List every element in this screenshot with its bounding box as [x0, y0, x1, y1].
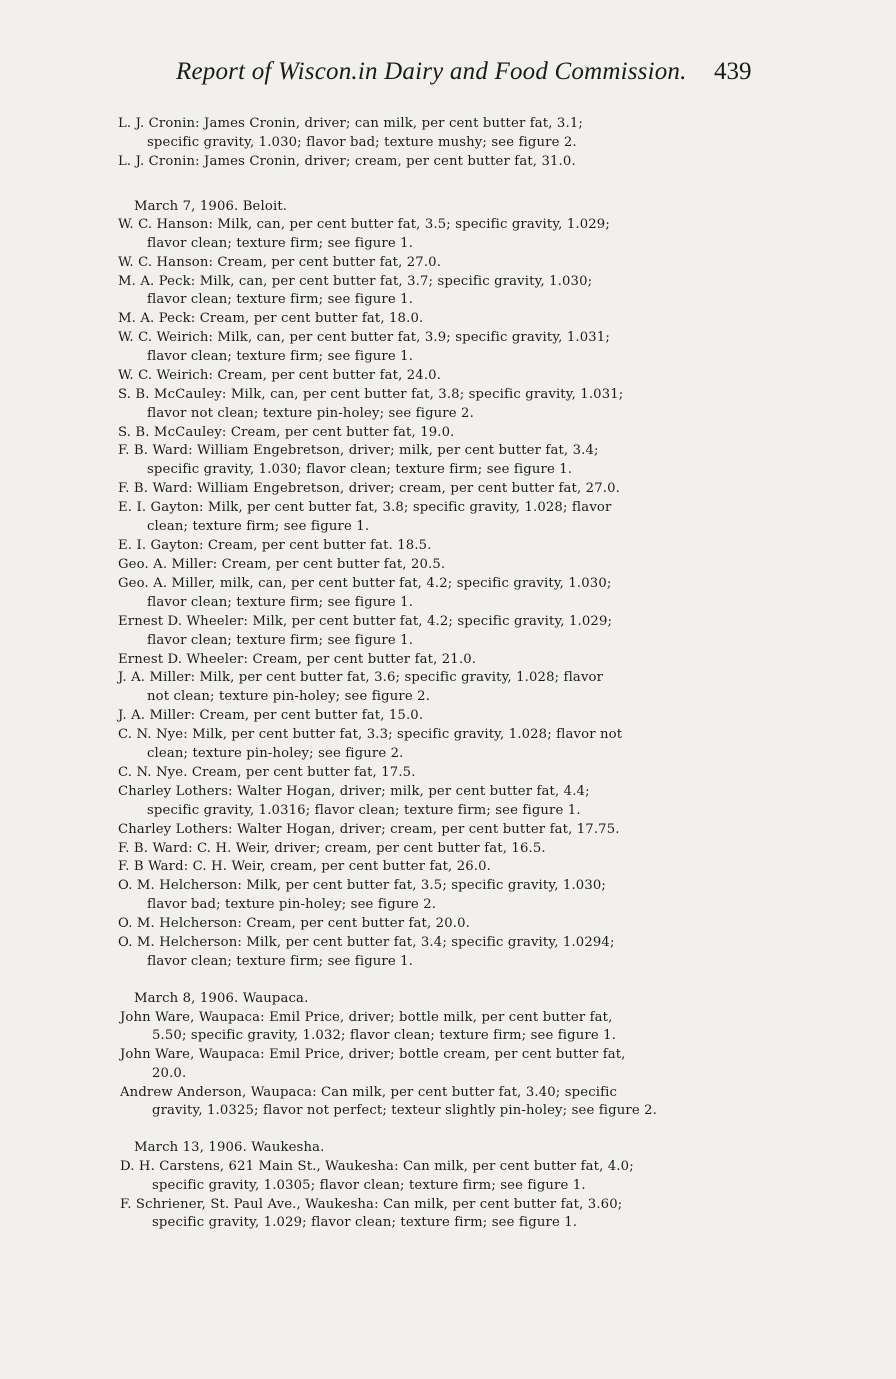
entry-line: O. M. Helcherson: Milk, per cent butter fat, 3.4; specific gravity, 1.0294; — [118, 935, 615, 950]
entry-line: F. B. Ward: William Engebretson, driver; cream, per cent butter fat, 27.0. — [118, 481, 620, 496]
entry-continuation: 20.0. — [152, 1066, 187, 1081]
entry-continuation: clean; texture firm; see figure 1. — [147, 519, 370, 534]
entry-line: F. B Ward: C. H. Weir, cream, per cent butter fat, 26.0. — [118, 859, 492, 874]
entry-line: W. C. Hanson: Cream, per cent butter fat, 27.0. — [118, 255, 442, 270]
entry-line: Charley Lothers: Walter Hogan, driver; cream, per cent butter fat, 17.75. — [118, 822, 620, 837]
entry-line: John Ware, Waupaca: Emil Price, driver; bottle cream, per cent butter fat, — [120, 1047, 626, 1062]
entry-line: Charley Lothers: Walter Hogan, driver; milk, per cent butter fat, 4.4; — [118, 784, 590, 799]
entry-continuation: flavor clean; texture firm; see figure 1. — [147, 292, 414, 307]
entry-line: O. M. Helcherson: Milk, per cent butter fat, 3.5; specific gravity, 1.030; — [118, 878, 606, 893]
entry-line: J. A. Miller: Milk, per cent butter fat, 3.6; specific gravity, 1.028; flavor — [118, 670, 604, 685]
entry-continuation: flavor not clean; texture pin-holey; see figure 2. — [147, 406, 474, 421]
entry-continuation: not clean; texture pin-holey; see figure 2. — [147, 689, 431, 704]
entry-line: Andrew Anderson, Waupaca: Can milk, per cent butter fat, 3.40; specific — [120, 1085, 618, 1100]
entry-continuation: flavor clean; texture firm; see figure 1. — [147, 236, 414, 251]
entry-line: E. I. Gayton: Cream, per cent butter fat. 18.5. — [118, 538, 432, 553]
entry-line: Ernest D. Wheeler: Milk, per cent butter fat, 4.2; specific gravity, 1.029; — [118, 614, 613, 629]
entry-line: C. N. Nye. Cream, per cent butter fat, 17.5. — [118, 765, 416, 780]
entry-continuation: specific gravity, 1.030; flavor clean; texture firm; see figure 1. — [147, 462, 573, 477]
entry-line: W. C. Hanson: Milk, can, per cent butter fat, 3.5; specific gravity, 1.029; — [118, 217, 610, 232]
entry-line: Ernest D. Wheeler: Cream, per cent butter fat, 21.0. — [118, 652, 477, 667]
entry-line: E. I. Gayton: Milk, per cent butter fat, 3.8; specific gravity, 1.028; flavor — [118, 500, 612, 515]
entry-line: F. Schriener, St. Paul Ave., Waukesha: Can milk, per cent butter fat, 3.60; — [120, 1197, 623, 1212]
entry-continuation: clean; texture pin-holey; see figure 2. — [147, 746, 404, 761]
entry-line: S. B. McCauley: Cream, per cent butter fat, 19.0. — [118, 425, 455, 440]
date-heading: March 8, 1906. Waupaca. — [134, 991, 309, 1006]
entry-line: M. A. Peck: Cream, per cent butter fat, 18.0. — [118, 311, 424, 326]
page-number: 439 — [714, 58, 752, 85]
entry-line: O. M. Helcherson: Cream, per cent butter fat, 20.0. — [118, 916, 470, 931]
entry-line: F. B. Ward: William Engebretson, driver; milk, per cent butter fat, 3.4; — [118, 443, 599, 458]
entry-line: S. B. McCauley: Milk, can, per cent butter fat, 3.8; specific gravity, 1.031; — [118, 387, 624, 402]
entry-continuation: flavor clean; texture firm; see figure 1. — [147, 595, 414, 610]
entry-continuation: 5.50; specific gravity, 1.032; flavor clean; texture firm; see figure 1. — [152, 1028, 617, 1043]
entry-continuation: flavor clean; texture firm; see figure 1. — [147, 954, 414, 969]
entry-continuation: flavor clean; texture firm; see figure 1. — [147, 349, 414, 364]
entry-line: L. J. Cronin: James Cronin, driver; can milk, per cent butter fat, 3.1; — [118, 116, 583, 131]
date-heading: March 13, 1906. Waukesha. — [134, 1140, 325, 1155]
report-title: Report of Wiscon.in Dairy and Food Commission. — [176, 58, 687, 85]
running-header — [176, 58, 776, 94]
entry-line: M. A. Peck: Milk, can, per cent butter fat, 3.7; specific gravity, 1.030; — [118, 274, 593, 289]
entry-continuation: flavor clean; texture firm; see figure 1. — [147, 633, 414, 648]
date-heading: March 7, 1906. Beloit. — [134, 199, 288, 214]
entry-line: L. J. Cronin: James Cronin, driver; cream, per cent butter fat, 31.0. — [118, 154, 576, 169]
entry-line: John Ware, Waupaca: Emil Price, driver; bottle milk, per cent butter fat, — [120, 1010, 613, 1025]
entry-continuation: specific gravity, 1.0305; flavor clean; texture firm; see figure 1. — [152, 1178, 586, 1193]
entry-line: W. C. Weirich: Milk, can, per cent butter fat, 3.9; specific gravity, 1.031; — [118, 330, 610, 345]
entry-continuation: specific gravity, 1.0316; flavor clean; texture firm; see figure 1. — [147, 803, 581, 818]
entry-continuation: gravity, 1.0325; flavor not perfect; texteur slightly pin-holey; see figure 2. — [152, 1103, 658, 1118]
entry-continuation: flavor bad; texture pin-holey; see figure 2. — [147, 897, 437, 912]
entry-line: Geo. A. Miller, milk, can, per cent butter fat, 4.2; specific gravity, 1.030; — [118, 576, 612, 591]
entry-line: J. A. Miller: Cream, per cent butter fat, 15.0. — [118, 708, 424, 723]
entry-continuation: specific gravity, 1.029; flavor clean; texture firm; see figure 1. — [152, 1215, 578, 1230]
entry-line: Geo. A. Miller: Cream, per cent butter fat, 20.5. — [118, 557, 446, 572]
entry-continuation: specific gravity, 1.030; flavor bad; texture mushy; see figure 2. — [147, 135, 577, 150]
entry-line: D. H. Carstens, 621 Main St., Waukesha: Can milk, per cent butter fat, 4.0; — [120, 1159, 634, 1174]
entry-line: F. B. Ward: C. H. Weir, driver; cream, per cent butter fat, 16.5. — [118, 841, 546, 856]
entry-line: W. C. Weirich: Cream, per cent butter fat, 24.0. — [118, 368, 442, 383]
entry-line: C. N. Nye: Milk, per cent butter fat, 3.3; specific gravity, 1.028; flavor not — [118, 727, 623, 742]
